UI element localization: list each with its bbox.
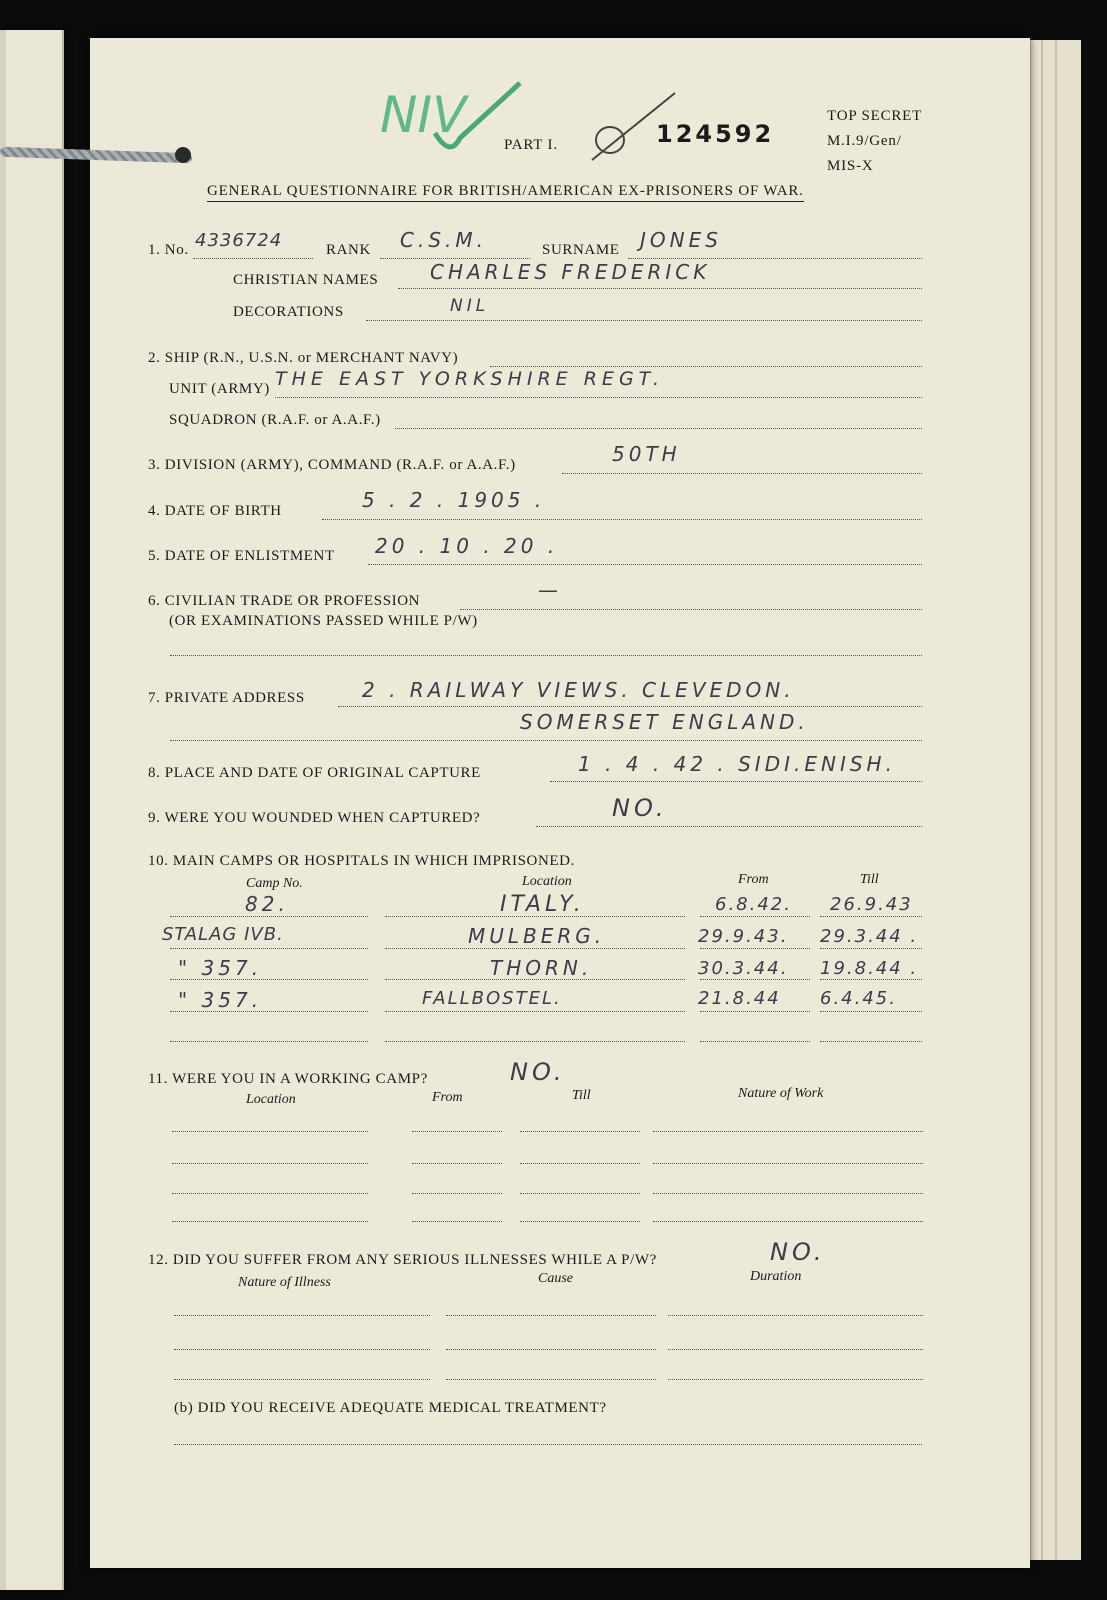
q10-row1-location: ITALY. [500,892,585,917]
q2-unit-label: UNIT (ARMY) [169,381,270,397]
q11-value: NO. [510,1058,566,1086]
part-label: PART I. [504,137,558,153]
q1-christian-label: CHRISTIAN NAMES [233,272,379,288]
q6-label2: (OR EXAMINATIONS PASSED WHILE P/W) [169,613,478,629]
q12-value: NO. [770,1238,826,1266]
q7-line1: 2 . RAILWAY VIEWS. CLEVEDON. [362,678,795,702]
q10-row3-from: 30.3.44. [698,958,789,979]
q1-christian-value: CHARLES FREDERICK [430,260,711,284]
q10-row2-camp: STALAG IVB. [162,924,284,945]
questionnaire-page [90,38,1030,1568]
q1-surname-label: SURNAME [542,242,620,258]
form-title: GENERAL QUESTIONNAIRE FOR BRITISH/AMERICAN EX-PRISONERS OF WAR. [207,183,804,202]
q8-label: 8. PLACE AND DATE OF ORIGINAL CAPTURE [148,765,481,781]
q6-value: — [538,578,562,602]
q12-header-illness: Nature of Illness [238,1275,331,1290]
green-handwritten-mark: NIV [380,86,467,144]
classification-mi9: M.I.9/Gen/ [827,133,902,149]
q5-label: 5. DATE OF ENLISTMENT [148,548,335,564]
q7-label: 7. PRIVATE ADDRESS [148,690,305,706]
q6-label: 6. CIVILIAN TRADE OR PROFESSION [148,593,421,609]
q11-header-till: Till [572,1088,591,1103]
q10-header-location: Location [522,874,572,889]
q2-ship-label: 2. SHIP (R.N., U.S.N. or MERCHANT NAVY) [148,350,459,366]
q4-label: 4. DATE OF BIRTH [148,503,282,519]
q10-row1-till: 26.9.43 [830,894,913,915]
q10-row3-camp: " 357. [178,956,263,980]
q8-value: 1 . 4 . 42 . SIDI.ENISH. [578,752,896,776]
q9-label: 9. WERE YOU WOUNDED WHEN CAPTURED? [148,810,481,826]
q10-row2-till: 29.3.44 . [820,926,919,947]
q10-row4-location: FALLBOSTEL. [422,988,562,1009]
q10-row2-from: 29.9.43. [698,926,789,947]
classification-top-secret: TOP SECRET [827,108,923,124]
q10-row4-from: 21.8.44 [698,988,781,1009]
serial-number: 124592 [656,120,775,148]
q10-header-from: From [738,872,769,887]
q10-row1-camp: 82. [245,892,289,916]
q11-header-location: Location [246,1092,296,1107]
q11-header-nature: Nature of Work [738,1086,824,1101]
q10-row3-till: 19.8.44 . [820,958,919,979]
punch-hole [175,147,191,163]
q12-label: 12. DID YOU SUFFER FROM ANY SERIOUS ILLNESSES WHILE A P/W? [148,1252,657,1268]
q10-row1-from: 6.8.42. [715,894,792,915]
q11-header-from: From [432,1090,463,1105]
q10-row4-camp: " 357. [178,988,263,1012]
classification-misx: MIS-X [827,158,874,174]
q7-line2: SOMERSET ENGLAND. [520,710,809,734]
q10-header-camp: Camp No. [246,876,303,891]
q2-unit-value: THE EAST YORKSHIRE REGT. [275,368,665,390]
q10-row2-location: MULBERG. [468,924,606,948]
q2-squadron-label: SQUADRON (R.A.F. or A.A.F.) [169,412,381,428]
adjacent-left-page [0,30,64,1590]
q10-label: 10. MAIN CAMPS OR HOSPITALS IN WHICH IMPRISONED. [148,853,575,869]
q12-header-cause: Cause [538,1271,573,1286]
q1-rank-label: RANK [326,242,371,258]
q1-decorations-label: DECORATIONS [233,304,344,320]
q1-decorations-value: NIL [450,296,490,316]
q12-header-duration: Duration [750,1269,802,1284]
q1-surname-value: JONES [640,228,722,252]
q9-value: NO. [612,794,668,822]
q11-label: 11. WERE YOU IN A WORKING CAMP? [148,1071,428,1087]
q1-no-value: 4336724 [195,230,283,251]
q12b-label: (b) DID YOU RECEIVE ADEQUATE MEDICAL TREATMENT? [174,1400,607,1416]
q10-row4-till: 6.4.45. [820,988,897,1009]
q1-rank-value: C.S.M. [400,228,487,252]
q3-label: 3. DIVISION (ARMY), COMMAND (R.A.F. or A.A.F.) [148,457,516,473]
q5-value: 20 . 10 . 20 . [375,534,559,558]
q3-value: 50TH [612,442,681,466]
q10-header-till: Till [860,872,879,887]
q4-value: 5 . 2 . 1905 . [362,488,546,512]
q10-row3-location: THORN. [490,956,593,980]
q1-no-label: 1. No. [148,242,189,258]
